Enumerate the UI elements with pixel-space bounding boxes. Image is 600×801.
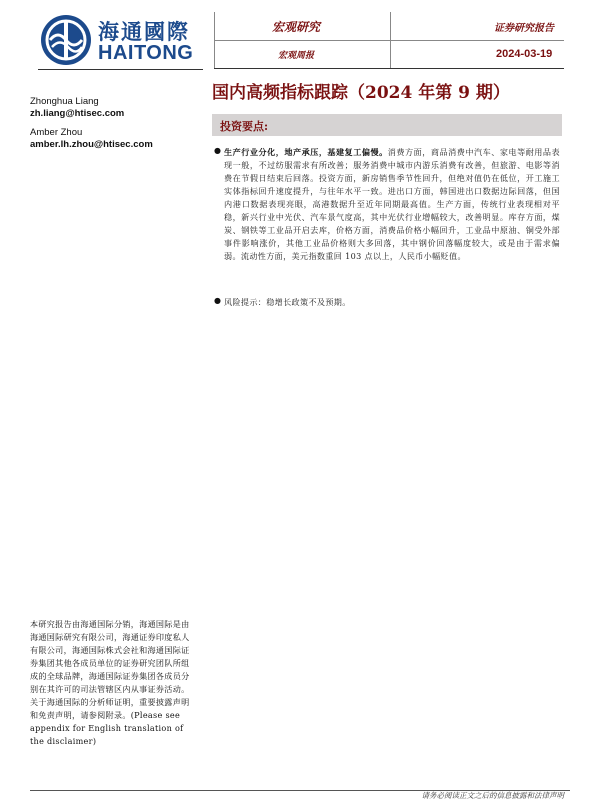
key-point-body: 消费方面，商品消费中汽车、家电等耐用品表现一般，不过纺服需求有所改善；服务消费中城市内游乐消费有改善，但旅游、电影等消费在节假日结束后回落。投资方面，新房销售季节性回升，但绝对值仍在低位，开工施工实体指标回升速度提升，与往年水平一致。进出口方面，韩国进出口数据边际回落，但国内港口数据表现亮眼，高港数据升至近年同期最高值。生产方面，传统行业表现相对平稳，新兴行业中光伏、汽车景气度高，其中光伏行业增幅较大，改善明显。库存方面，煤炭、钢铁等工业品开启去库，价格方面，消费品价格小幅回升，工业品中原油、铜受外部事件影响涨价，其他工业品价格则大多回落，其中钢价回落幅度较大，或是由于需求偏弱。流动性方面，美元指数重回 103 点以上，人民币小幅贬值。: [224, 147, 560, 261]
author-email[interactable]: amber.lh.zhou@htisec.com: [30, 139, 153, 150]
author-name: Zhonghua Liang: [30, 96, 99, 107]
key-point-text: [224, 146, 560, 263]
logo-emblem-icon: [40, 14, 92, 66]
key-point-item: [214, 296, 560, 309]
risk-warning: 风险提示：稳增长政策不及预期。: [224, 297, 351, 307]
report-type: 宏观研究: [272, 20, 321, 34]
report-category: 证券研究报告: [494, 23, 554, 34]
bullet-icon: ●: [214, 296, 221, 305]
author-name: Amber Zhou: [30, 127, 83, 138]
header-divider: [214, 40, 564, 41]
header-left-rule: [38, 69, 203, 70]
company-logo: [40, 14, 200, 66]
report-subtype: 宏观周报: [278, 51, 315, 61]
page-title: 国内高频指标跟踪（2024 年第 9 期）: [212, 83, 510, 103]
key-point-item: [214, 146, 560, 263]
bullet-icon: ●: [214, 146, 221, 155]
logo-name-cn: 海通國際: [98, 20, 190, 44]
logo-name-en: HAITONG: [98, 42, 194, 64]
footer-note: 请务必阅读正文之后的信息披露和法律声明: [421, 791, 564, 800]
author-email[interactable]: zh.liang@htisec.com: [30, 108, 125, 119]
disclaimer-text: 本研究报告由海通国际分销，海通国际是由海通国际研究有限公司，海通证券印度私人有限公司，海通国际株式会社和海通国际证券集团其他各成员单位的证券研究团队所组成的全球品牌，海通国际证券集团各成员分别在其许可的司法管辖区内从事证券活动。关于海通国际的分析师证明，重要披露声明和免责声明，请参阅附录。(Please see appendix for English translation of the disclaimer): [30, 619, 190, 746]
key-point-lead: 生产行业分化，地产承压，基建复工偏慢。: [224, 147, 388, 157]
header-divider: [214, 68, 564, 69]
key-points-heading: 投资要点:: [220, 120, 269, 133]
key-points-header: [212, 114, 562, 136]
report-date: 2024-03-19: [496, 48, 553, 60]
